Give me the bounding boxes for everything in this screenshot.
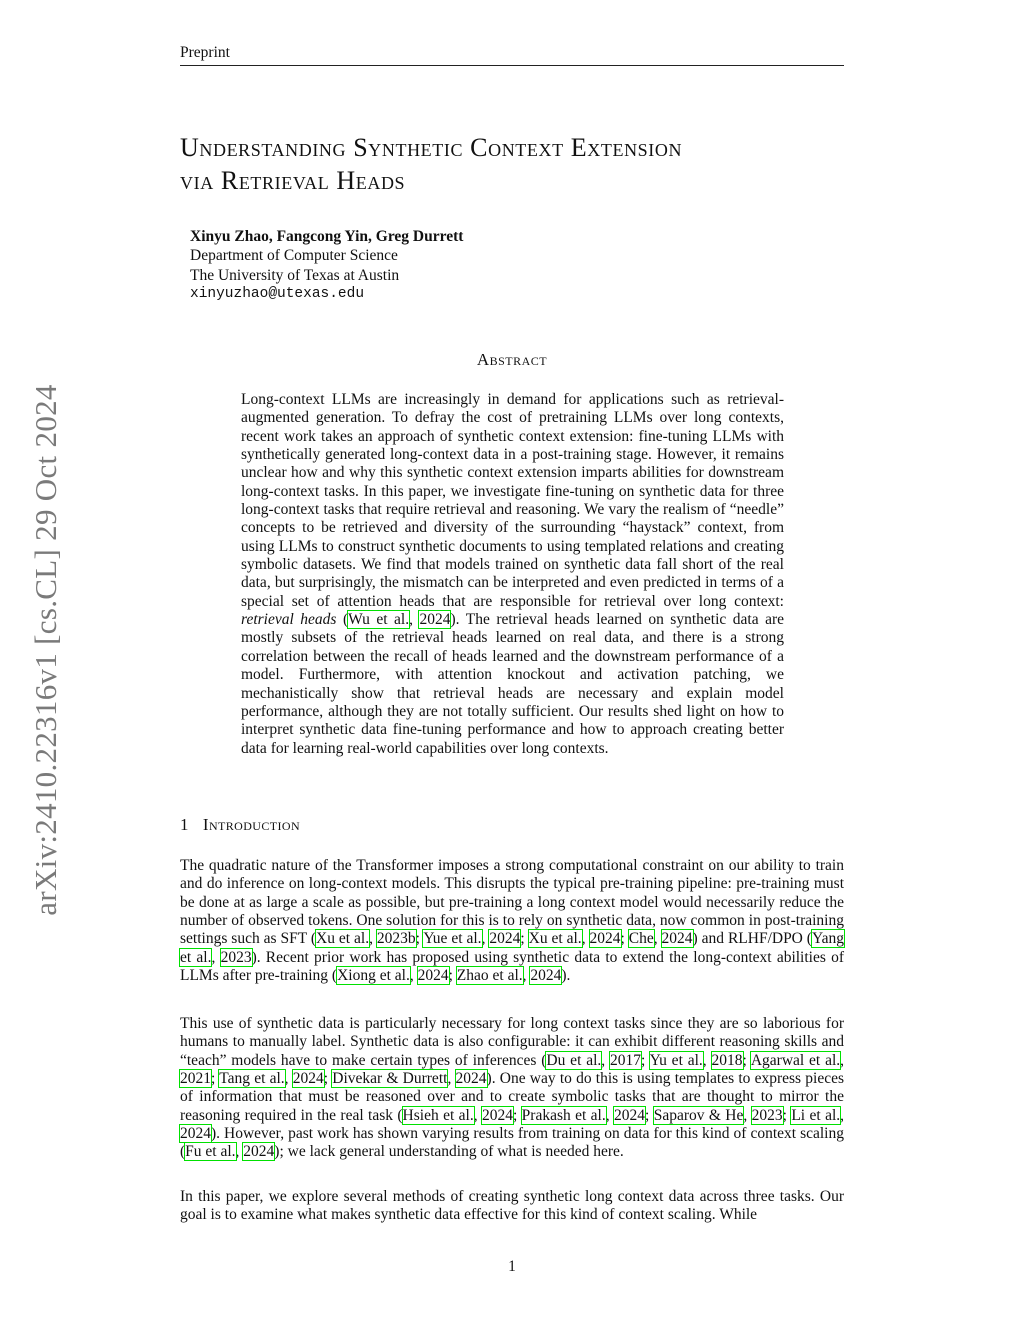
paragraph-text: ,: [601, 1051, 611, 1069]
abstract-text: (: [336, 611, 349, 629]
paragraph-text: ) and RLHF/DPO (: [692, 930, 812, 948]
paragraph-text: ,: [840, 1106, 845, 1124]
citation-link[interactable]: 2024: [489, 930, 521, 948]
paragraph-text: This use of synthetic data is particularly necessary for long context tasks since they are so laborious for humans to manually label. Synthetic data is also configurable: it can exhibit different reasoning skills and “teach” models have to make certain types of inferences (: [180, 1015, 844, 1069]
paragraph-text: ,: [369, 930, 377, 948]
arxiv-identifier-text: arXiv:2410.22316v1 [cs.CL] 29 Oct 2024: [28, 384, 63, 916]
citation-link[interactable]: 2024: [243, 1143, 275, 1161]
paragraph-text: ,: [743, 1106, 752, 1124]
paragraph-text: ;: [782, 1106, 792, 1124]
citation-link[interactable]: Wu et al.: [348, 611, 410, 629]
citation-link[interactable]: Yu et al.: [649, 1051, 703, 1069]
title-line-1: Understanding Synthetic Context Extension: [180, 133, 683, 162]
section-title: Introduction: [202, 815, 301, 834]
citation-link[interactable]: Che: [628, 930, 654, 948]
section-number: 1: [180, 815, 189, 834]
abstract-text: ,: [409, 611, 420, 629]
paragraph-text: ;: [323, 1070, 333, 1088]
running-header: Preprint: [180, 44, 230, 61]
header-rule: [180, 65, 844, 66]
citation-link[interactable]: 2024: [417, 967, 449, 985]
paragraph-text: ). However, past work has shown varying results from training on data for this kind of context scaling (: [180, 1125, 844, 1161]
paragraph-text: ;: [641, 1051, 650, 1069]
citation-link[interactable]: Yue et al.: [423, 930, 482, 948]
paragraph-text: ).: [561, 967, 571, 985]
paragraph-text: ;: [520, 930, 529, 948]
author-email[interactable]: xinyuzhao@utexas.edu: [190, 285, 365, 302]
citation-link[interactable]: 2024: [455, 1070, 487, 1088]
citation-link[interactable]: 2023: [751, 1106, 783, 1124]
paragraph-text: ;: [211, 1070, 220, 1088]
abstract-body: [241, 391, 784, 758]
paragraph-text: ,: [653, 930, 662, 948]
author-university: The University of Texas at Austin: [190, 266, 400, 284]
citation-link[interactable]: 2024: [661, 930, 693, 948]
citation-link[interactable]: 2024: [614, 1106, 646, 1124]
citation-link[interactable]: Divekar & Durrett: [332, 1070, 448, 1088]
paragraph-text: ,: [409, 967, 418, 985]
citation-link[interactable]: 2024: [180, 1125, 211, 1143]
paper-title: [180, 131, 860, 197]
citation-link[interactable]: Li et al.: [791, 1106, 841, 1124]
citation-link[interactable]: 2024: [530, 967, 562, 985]
paragraph-text: ,: [522, 967, 531, 985]
citation-link[interactable]: Agarwal et al.: [750, 1051, 841, 1069]
author-department: Department of Computer Science: [190, 247, 398, 265]
citation-link[interactable]: 2023b: [376, 930, 416, 948]
paragraph-text: ;: [620, 930, 629, 948]
citation-link[interactable]: Saparov & He: [653, 1106, 744, 1124]
paragraph-text: ,: [211, 948, 221, 966]
paragraph-text: ;: [512, 1106, 522, 1124]
arxiv-identifier: [28, 360, 64, 940]
title-line-2: via Retrieval Heads: [180, 166, 406, 195]
citation-link[interactable]: Xiong et al.: [337, 967, 410, 985]
citation-link[interactable]: Du et al.: [546, 1051, 602, 1069]
paragraph-text: ;: [415, 930, 424, 948]
paragraph-text: In this paper, we explore several methods of creating synthetic long context data across three tasks. Our goal is to examine what makes synthetic data effective for this kind of context scaling. While: [180, 1188, 844, 1224]
citation-link[interactable]: 2024: [292, 1070, 324, 1088]
intro-paragraph-1: [180, 857, 844, 985]
paragraph-text: ;: [448, 967, 457, 985]
abstract-text: ). The retrieval heads learned on synthetic data are mostly subsets of the retrieval heads learned on real data, and there is a strong correlation between the recall of heads learned and the downstream performance of a model. Furthermore, with attention knockout and activation patching, we mechanistically show that retrieval heads are necessary and explain model performance, although they are not totally sufficient. Our results shed light on how to interpret synthetic data fine-tuning performance and how to approach creating better data for learning real-world capabilities over long contexts.: [241, 611, 784, 757]
paragraph-text: ,: [481, 930, 490, 948]
paragraph-text: ,: [581, 930, 590, 948]
paragraph-text: ,: [605, 1106, 615, 1124]
citation-link[interactable]: 2023: [220, 948, 252, 966]
paragraph-text: ;: [645, 1106, 654, 1124]
paragraph-text: ,: [447, 1070, 456, 1088]
citation-link[interactable]: 2017: [610, 1051, 642, 1069]
paragraph-text: ,: [284, 1070, 293, 1088]
paragraph-text: The quadratic nature of the Transformer imposes a strong computational constraint on our ability to train and do inference on long-context models. This disrupts the typical pre-training pipeline: pre-training must be done at as large a scale as possible, but pre-training a long context model would necessarily reduce the number of observed tokens. One solution for this is to rely on synthetic data, now common in post-training settings such as SFT (: [180, 857, 844, 948]
abstract-emphasis: retrieval heads: [241, 611, 337, 629]
paragraph-text: ,: [702, 1051, 712, 1069]
citation-link[interactable]: Fu et al.: [185, 1143, 236, 1161]
abstract-heading: Abstract: [476, 350, 548, 369]
page-number: 1: [508, 1258, 516, 1275]
citation-link[interactable]: 2024: [589, 930, 621, 948]
citation-link[interactable]: Xu et al.: [316, 930, 370, 948]
citation-link[interactable]: Zhao et al.: [456, 967, 523, 985]
citation-link[interactable]: 2018: [711, 1051, 743, 1069]
paragraph-text: ). Recent prior work has proposed using synthetic data to extend the long-context abilities of LLMs after pre-training (: [180, 948, 845, 985]
citation-link[interactable]: 2021: [180, 1070, 211, 1088]
intro-paragraph-2: [180, 1015, 844, 1162]
author-names: Xinyu Zhao, Fangcong Yin, Greg Durrett: [190, 228, 464, 245]
paragraph-text: ). One way to do this is using templates to express pieces of information that must be reasoned over and to create symbolic tasks that are thought to mirror the reasoning required in the real task (: [180, 1070, 845, 1124]
citation-link[interactable]: Tang et al.: [219, 1070, 285, 1088]
paragraph-text: ,: [840, 1051, 845, 1069]
citation-link[interactable]: 2024: [481, 1106, 513, 1124]
paragraph-text: ,: [235, 1143, 244, 1161]
citation-link[interactable]: Hsieh et al.: [402, 1106, 474, 1124]
citation-link[interactable]: Prakash et al.: [521, 1106, 606, 1124]
author-block: [190, 227, 463, 304]
paragraph-text: ); we lack general understanding of what is needed here.: [274, 1143, 624, 1161]
citation-link[interactable]: Yang et al.: [180, 930, 845, 966]
abstract-text: Long-context LLMs are increasingly in demand for applications such as retrieval-augmented generation. To defray the cost of pretraining LLMs over long contexts, recent work takes an approach of synthetic context extension: fine-tuning LLMs with synthetically generated long-context data in a post-training stage. However, it remains unclear how and why this synthetic context extension imparts abilities for downstream long-context tasks. In this paper, we investigate fine-tuning on synthetic data for three long-context tasks that require retrieval and reasoning. We vary the realism of “needle” concepts to be retrieved and diversity of the surrounding “haystack” context, from using LLMs to construct synthetic documents to using templated relations and creating symbolic datasets. We find that models trained on synthetic data fall short of the real data, but surprisingly, the mismatch can be interpreted and even predicted in terms of a special set of attention heads that are responsible for retrieval over long context:: [241, 391, 784, 610]
citation-link[interactable]: 2024: [419, 611, 451, 629]
intro-paragraph-3: [180, 1188, 844, 1225]
paragraph-text: ;: [742, 1051, 751, 1069]
citation-link[interactable]: Xu et al.: [528, 930, 582, 948]
paragraph-text: ,: [473, 1106, 482, 1124]
section-heading-introduction: [180, 815, 300, 835]
